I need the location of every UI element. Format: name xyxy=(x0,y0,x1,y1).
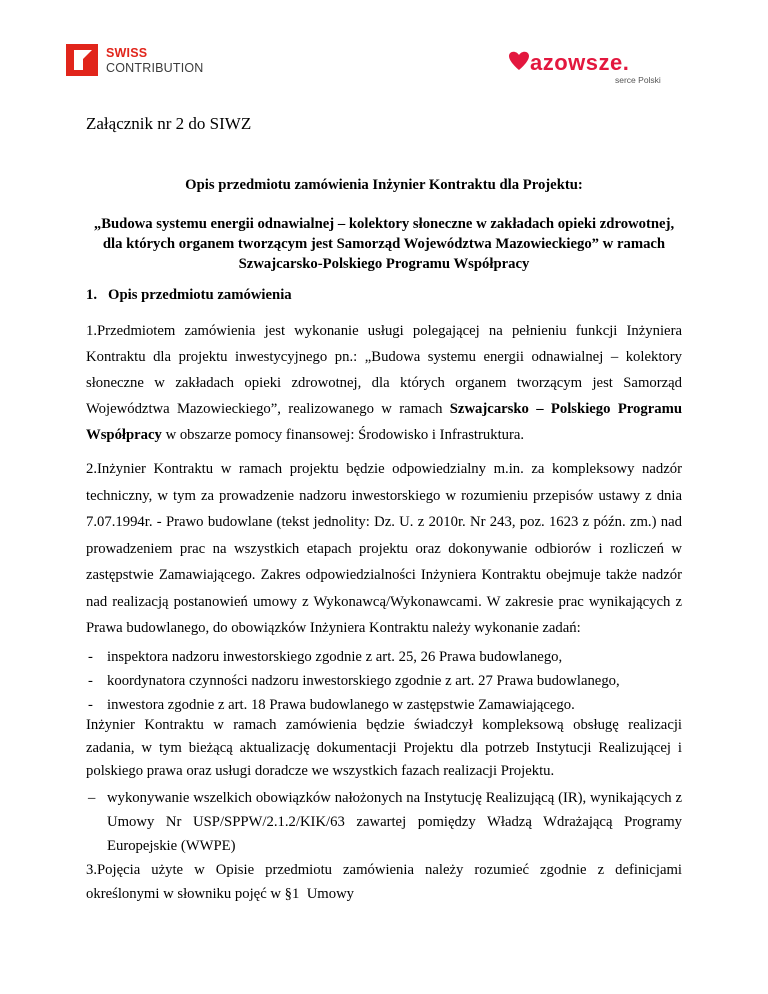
mazowsze-logo xyxy=(506,50,676,90)
dash-bullet: - xyxy=(88,697,93,713)
swiss-logo-line1: SWISS xyxy=(106,46,148,60)
dash-bullet: – xyxy=(88,790,96,806)
paragraph-1-text-b: w obszarze pomocy finansowej: Środowisko i Infrastruktura. xyxy=(161,427,525,443)
list-item-text: wykonywanie wszelkich obowiązków nałożonych na Instytucję Realizującą (IR), wynikających z Umowy Nr USP/SPPW/2.1.2/KIK/63 zawartej pomiędzy Władzą Wdrażającą Programy Europejskie (WWPE) xyxy=(107,790,682,854)
annex-title: Załącznik nr 2 do SIWZ xyxy=(86,114,252,133)
mazowsze-subtitle: serce Polski xyxy=(615,75,661,85)
paragraph-3: Inżynier Kontraktu w ramach zamówienia będzie świadczył kompleksową obsługę realizacji zadania, w tym bieżącą aktualizację dokumentacji Projektu dla potrzeb Instytucji Realizującej i polskiego prawa oraz usługi doradcze we wszystkich fazach realizacji Projektu. xyxy=(86,717,682,779)
swiss-cross-icon xyxy=(66,44,98,76)
list-item-text: inwestora zgodnie z art. 18 Prawa budowlanego w zastępstwie Zamawiającego. xyxy=(107,697,575,713)
list-item-text: inspektora nadzoru inwestorskiego zgodnie z art. 25, 26 Prawa budowlanego, xyxy=(107,649,563,665)
heading-project-title: „Budowa systemu energii odnawialnej – kolektory słoneczne w zakładach opieki zdrowotnej, dla których organem tworzącym jest Samorząd Województwa Mazowieckiego” w ramach Szwajcarsko-Polskiego Programu Współpracy xyxy=(93,216,675,272)
paragraph-2: 2.Inżynier Kontraktu w ramach projektu będzie odpowiedzialny m.in. za kompleksowy nadzór techniczny, w tym za prowadzenie nadzoru inwestorskiego w rozumieniu przepisów ustawy z dnia 7.07.1994r. - Prawo budowlane (tekst jednolity: Dz. U. z 2010r. Nr 243, poz. 1623 z późn. zm.) nad prowadzeniem prac na wszystkich etapach projektu oraz dokonywanie odbiorów i rozliczeń w zastępstwie Zamawiającego. Zakres odpowiedzialności Inżyniera Kontraktu obejmuje także nadzór nad realizacją postanowień umowy z Wykonawcą/Wykonawcami. W zakresie prac wynikających z Prawa budowlanego, do obowiązków Inżyniera Kontraktu należy wykonanie zadań: xyxy=(86,461,682,636)
heart-m-icon xyxy=(509,52,529,70)
section-title: 1. Opis przedmiotu zamówienia xyxy=(86,287,292,303)
duties-list xyxy=(86,645,682,717)
dash-bullet: - xyxy=(88,649,93,665)
list-item xyxy=(86,645,682,669)
list-item xyxy=(86,669,682,693)
list-item-text: koordynatora czynności nadzoru inwestorskiego zgodnie z art. 27 Prawa budowlanego, xyxy=(107,673,620,689)
paragraph-1-bold: Szwajcarsko – Polskiego Programu Współpracy xyxy=(86,401,682,443)
heading-line1: Opis przedmiotu zamówienia Inżynier Kontraktu dla Projektu: xyxy=(185,177,583,193)
list-item-obligations xyxy=(86,786,682,858)
paragraph-4: 3.Pojęcia użyte w Opisie przedmiotu zamówienia należy rozumieć zgodnie z definicjami określonymi w słowniku pojęć w §1 Umowy xyxy=(86,862,686,902)
swiss-logo-line2: CONTRIBUTION xyxy=(106,61,204,75)
paragraph-1-text-a: 1.Przedmiotem zamówienia jest wykonanie usługi polegającej na pełnieniu funkcji Inżyniera Kontraktu dla projektu inwestycyjnego pn.: „Budowa systemu energii odnawialnej – kolektory słoneczne w zakładach opieki zdrowotnej, dla których organem tworzącym jest Samorząd Województwa Mazowieckiego”, realizowanego w ramach xyxy=(86,323,682,417)
paragraph-1 xyxy=(86,318,682,448)
dash-bullet: - xyxy=(88,673,93,689)
svg-text:azowsze.: azowsze. xyxy=(530,50,630,75)
